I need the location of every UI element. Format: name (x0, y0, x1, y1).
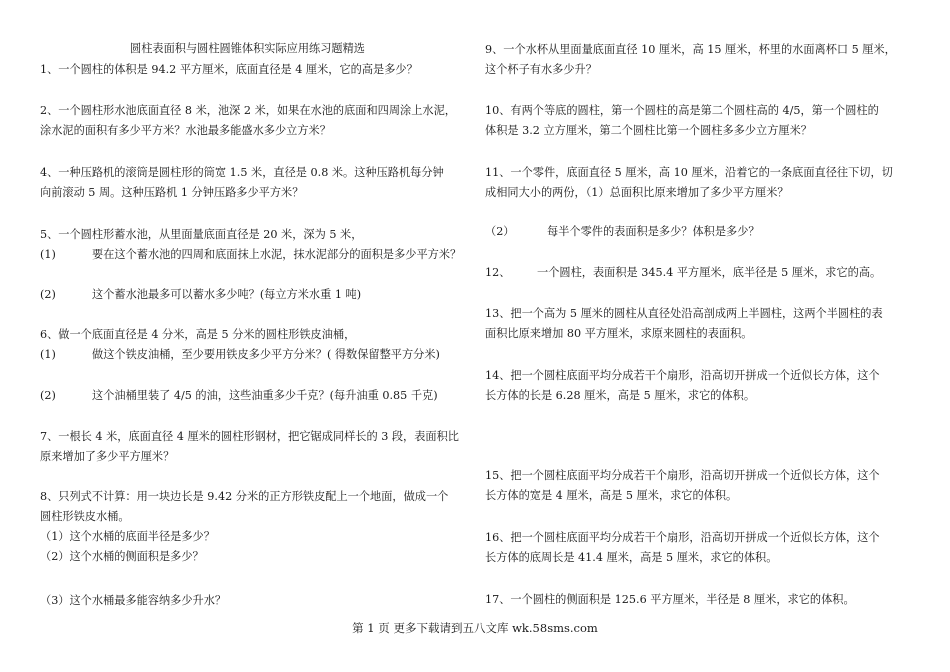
question-9: 9、一个水杯从里面量底面直径 10 厘米，高 15 厘米，杯里的水面离杯口 5 厘米， 这个杯子有水多少升？ (485, 43, 896, 76)
question-8-part-2: （2）这个水桶的侧面积是多少？ (40, 550, 204, 563)
question-4: 4、一种压路机的滚筒是圆柱形的筒宽 1.5 米，直径是 0.8 米。这种压路机每分钟 向前滚动 5 周。这种压路机 1 分钟压路多少平方米？ (40, 166, 444, 199)
question-5-part-2: (2) 这个蓄水池最多可以蓄水多少吨？(每立方米水重 1 吨) (40, 288, 362, 301)
question-6: 6、做一个底面直径是 4 分米，高是 5 分米的圆柱形铁皮油桶， (1) 做这个铁皮油桶，至少要用铁皮多少平方分米？( 得数保留整平方分米) (40, 325, 472, 365)
question-6-part-1: (1) 做这个铁皮油桶，至少要用铁皮多少平方分米？( 得数保留整平方分米) (40, 348, 440, 361)
question-11: 11、一个零件，底面直径 5 厘米，高 10 厘米，沿着它的一条底面直径往下切，切 成相同大小的两份，（1）总面积比原来增加了多少平方厘米？ (485, 166, 893, 199)
question-15: 15、把一个圆柱底面平均分成若干个扇形，沿高切开拼成一个近似长方体，这个 长方体的宽是 4 厘米，高是 5 厘米，求它的体积。 (485, 469, 880, 502)
question-16: 16、把一个圆柱底面平均分成若干个扇形，沿高切开拼成一个近似长方体，这个 长方体的底周长是 41.4 厘米，高是 5 厘米，求它的体积。 (485, 531, 880, 564)
question-17: 17、一个圆柱的侧面积是 125.6 平方厘米，半径是 8 厘米，求它的体积。 (485, 593, 855, 606)
question-10: 10、有两个等底的圆柱，第一个圆柱的高是第二个圆柱高的 4/5，第一个圆柱的 体积是 3.2 立方厘米，第二个圆柱比第一个圆柱多多少立方厘米？ (485, 104, 879, 137)
page-title: 圆柱表面积与圆柱圆锥体积实际应用练习题精选 (130, 42, 365, 55)
question-12: 12、 一个圆柱，表面积是 345.4 平方厘米，底半径是 5 厘米，求它的高。 (485, 266, 882, 279)
question-6-part-2: (2) 这个油桶里装了 4/5 的油，这些油重多少千克？(每升油重 0.85 千克) (40, 389, 438, 402)
page-footer: 第 1 页 更多下载请到五八文库 wk.58sms.com (352, 621, 598, 635)
question-8-part-1: （1）这个水桶的底面半径是多少？ (40, 530, 215, 543)
question-11-part-2: （2） 每半个零件的表面积是多少？体积是多少？ (485, 225, 760, 238)
question-14: 14、把一个圆柱底面平均分成若干个扇形，沿高切开拼成一个近似长方体，这个 长方体的长是 6.28 厘米，高是 5 厘米，求它的体积。 (485, 369, 880, 402)
question-13: 13、把一个高为 5 厘米的圆柱从直径处沿高剖成两上半圆柱，这两个半圆柱的表 面积比原来增加 80 平方厘米，求原来圆柱的表面积。 (485, 307, 883, 340)
question-1: 1、一个圆柱的体积是 94.2 平方厘米，底面直径是 4 厘米，它的高是多少？ (40, 63, 418, 76)
question-5-part-1: (1) 要在这个蓄水池的四周和底面抹上水泥，抹水泥部分的面积是多少平方米？ (40, 248, 462, 261)
question-5: 5、一个圆柱形蓄水池，从里面量底面直径是 20 米，深为 5 米， (1) 要在这个蓄水池的四周和底面抹上水泥，抹水泥部分的面积是多少平方米？ (40, 225, 472, 265)
question-2: 2、一个圆柱形水池底面直径 8 米，池深 2 米，如果在水池的底面和四周涂上水泥， 涂水泥的面积有多少平方米？水池最多能盛水多少立方米？ (40, 104, 456, 137)
question-8-part-3: （3）这个水桶最多能容纳多少升水？ (40, 594, 227, 607)
question-8: 8、只列式不计算：用一块边长是 9.42 分米的正方形铁皮配上一个地面，做成一个 圆柱形铁皮水桶。 （1）这个水桶的底面半径是多少？ （2）这个水桶的侧面积是多少？ (40, 487, 472, 567)
question-7: 7、一根长 4 米，底面直径 4 厘米的圆柱形钢材，把它锯成同样长的 3 段，表面积比 原来增加了多少平方厘米？ (40, 430, 459, 463)
